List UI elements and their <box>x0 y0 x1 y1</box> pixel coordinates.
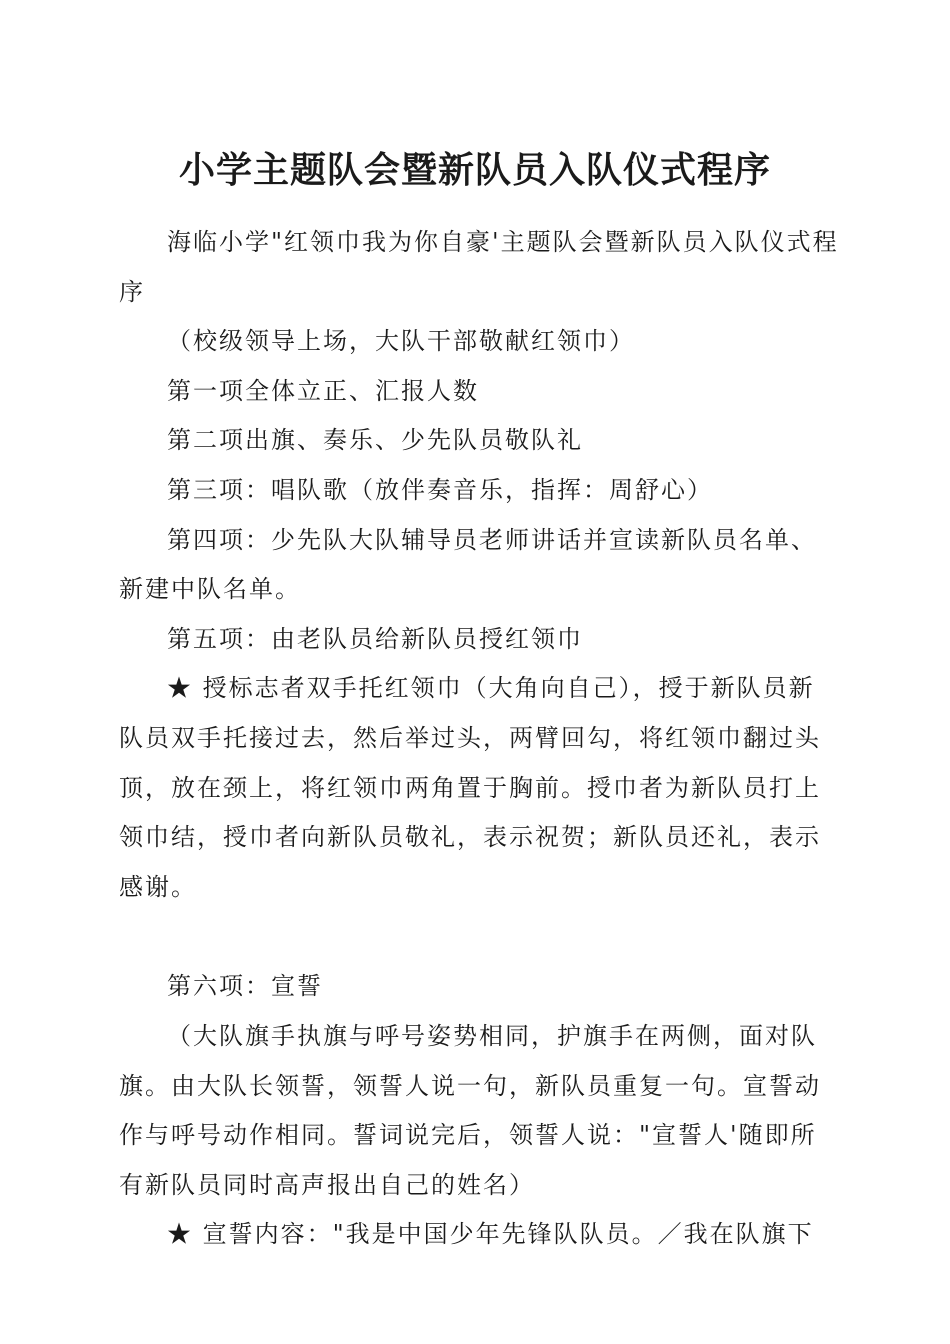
paragraph-item-6: 第六项：宣誓 <box>167 972 323 1001</box>
document-body <box>119 218 839 1260</box>
document-title: 小学主题队会暨新队员入队仪式程序 <box>178 149 771 191</box>
paragraph-item-4: 第四项：少先队大队辅导员老师讲话并宣读新队员名单、新建中队名单。 <box>119 525 817 604</box>
paragraph-item-1: 第一项全体立正、汇报人数 <box>167 376 479 405</box>
paragraph-scarf-procedure: ★ 授标志者双手托红领巾（大角向自己），授于新队员新队员双手托接过去，然后举过头，两臂回勾，将红领巾翻过头顶，放在颈上，将红领巾两角置于胸前。授巾者为新队员打上领巾结，授巾者向新队员敬礼，表示祝贺；新队员还礼，表示感谢。 <box>119 674 821 901</box>
paragraph-leaders: （校级领导上场，大队干部敬献红领巾） <box>167 327 635 356</box>
paragraph-item-3: 第三项：唱队歌（放伴奏音乐，指挥：周舒心） <box>167 475 713 504</box>
paragraph-gap <box>119 912 839 962</box>
paragraph-item-2: 第二项出旗、奏乐、少先队员敬队礼 <box>167 426 583 455</box>
paragraph-intro: 海临小学"红领巾我为你自豪'主题队会暨新队员入队仪式程序 <box>119 228 839 306</box>
paragraph-oath-content: ★ 宣誓内容："我是中国少年先锋队队员。／我在队旗下 <box>167 1220 814 1249</box>
paragraph-oath-procedure: （大队旗手执旗与呼号姿势相同，护旗手在两侧，面对队旗。由大队长领誓，领誓人说一句，新队员重复一句。宣誓动作与呼号动作相同。誓词说完后，领誓人说："宣誓人'随即所有新队员同时高声报出自己的姓名） <box>119 1021 821 1199</box>
paragraph-item-5: 第五项：由老队员给新队员授红领巾 <box>167 624 583 653</box>
